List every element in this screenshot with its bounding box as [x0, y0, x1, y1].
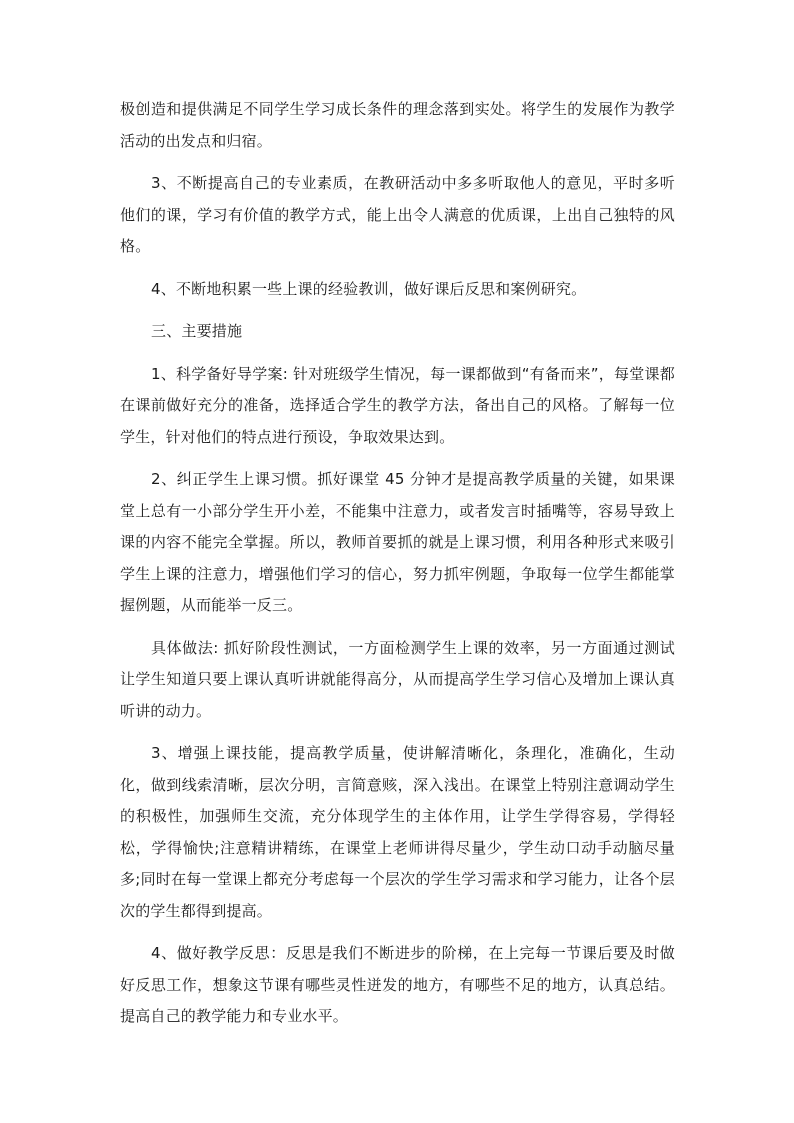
document-body — [120, 94, 675, 1033]
paragraph-item-4-experience: 4、不断地积累一些上课的经验教训，做好课后反思和案例研究。 — [151, 279, 587, 298]
paragraph-measure-1-lesson-plan: 1、科学备好导学案: 针对班级学生情况，每一课都做到“有备而来”，每堂课都在课前做好充分的准备，选择适合学生的教学方法，备出自己的风格。了解每一位学生，针对他们的特点进行预设，争取效果达到。 — [120, 364, 675, 446]
section-heading-main-measures: 三、主要措施 — [151, 322, 243, 340]
paragraph-measure-2-habits: 2、纠正学生上课习惯。抓好课堂 45 分钟才是提高教学质量的关键，如果课堂上总有一小部分学生开小差，不能集中注意力，或者发言时插嘴等，容易导致上课的内容不能完全掌握。所以，教师首要抓的就是上课习惯，利用各种形式来吸引学生上课的注意力，增强他们学习的信心，努力抓牢例题，争取每一位学生都能掌握例题，从而能举一反三。 — [120, 470, 675, 614]
paragraph-measure-4-reflection: 4、做好教学反思：反思是我们不断进步的阶梯，在上完每一节课后要及时做好反思工作，想象这节课有哪些灵性迸发的地方，有哪些不足的地方，认真总结。提高自己的教学能力和专业水平。 — [120, 944, 675, 1025]
paragraph-measure-3-skills: 3、增强上课技能，提高教学质量，使讲解清晰化，条理化，准确化，生动化，做到线索清晰，层次分明，言简意赅，深入浅出。在课堂上特别注意调动学生的积极性，加强师生交流，充分体现学生的主体作用，让学生学得容易，学得轻松，学得愉快;注意精讲精练，在课堂上老师讲得尽量少，学生动口动手动脑尽量多;同时在每一堂课上都充分考虑每一个层次的学生学习需求和学习能力，让各个层次的学生都得到提高。 — [120, 744, 675, 920]
paragraph-specific-method: 具体做法: 抓好阶段性测试，一方面检测学生上课的效率，另一方面通过测试让学生知道只要上课认真听讲就能得高分，从而提高学生学习信心及增加上课认真听讲的动力。 — [120, 638, 675, 720]
paragraph-item-3-professional-quality: 3、不断提高自己的专业素质，在教研活动中多多听取他人的意见，平时多听他们的课，学习有价值的教学方式，能上出令人满意的优质课，上出自己独特的风格。 — [120, 174, 675, 255]
paragraph-continuation: 极创造和提供满足不同学生学习成长条件的理念落到实处。将学生的发展作为教学活动的出发点和归宿。 — [120, 100, 675, 150]
